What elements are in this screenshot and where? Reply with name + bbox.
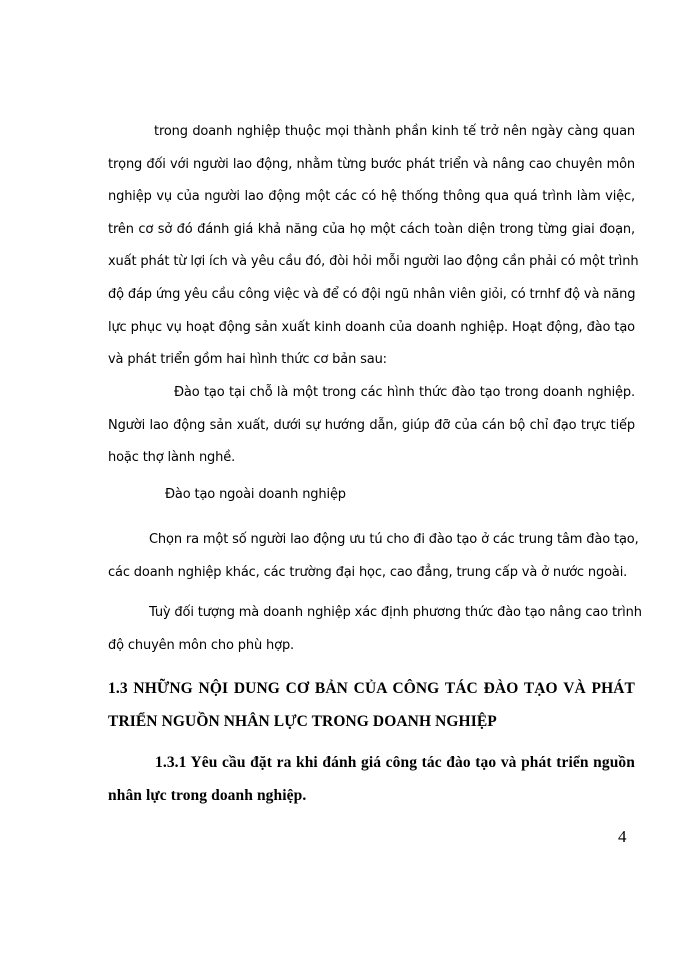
paragraph-on-site-training [108,377,635,475]
heading-line: TRIỂN NGUỒN NHÂN LỰC TRONG DOANH NGHIỆP [108,712,497,730]
heading-line: nhân lực trong doanh nghiệp. [108,786,307,804]
text-line: Người lao động sản xuất, dưới sự hướng dẫn, giúp đỡ của cán bộ chỉ đạo trực tiếp [108,417,635,433]
text-line: độ đáp ứng yêu cầu công việc và để có đội ngũ nhân viên giỏi, có trnhf độ và năng [108,286,636,302]
paragraph-select-employees [108,524,639,589]
text-line: Đào tạo ngoài doanh nghiệp [165,487,346,502]
text-line: hoặc thợ lành nghề. [108,450,236,466]
text-line: và phát triển gồm hai hình thức cơ bản sau: [108,352,387,368]
page-number: 4 [618,827,627,846]
text-line: Chọn ra một số người lao động ưu tú cho đi đào tạo ở các trung tâm đào tạo, [149,532,639,547]
text-line: Tuỳ đối tượng mà doanh nghiệp xác định phương thức đào tạo nâng cao trình [149,605,642,620]
text-line: trong doanh nghiệp thuộc mọi thành phần kinh tế trở nên ngày càng quan [154,124,635,139]
text-line: xuất phát từ lợi ích và yêu cầu đó, đòi hỏi mỗi người lao động cần phải có một trình [108,254,639,270]
subsection-heading-1-3-1 [108,747,635,812]
paragraph-body-intro [108,116,639,377]
text-line: Đào tạo tại chỗ là một trong các hình thức đào tạo trong doanh nghiệp. [174,385,635,400]
section-heading-1-3 [108,673,635,738]
text-line: các doanh nghiệp khác, các trường đại học, cao đẳng, trung cấp và ở nước ngoài. [108,564,628,580]
heading-line: 1.3 NHỮNG NỘI DUNG CƠ BẢN CỦA CÔNG TÁC ĐÀO TẠO VÀ PHÁT [108,680,635,697]
paragraph-training-method [108,597,642,662]
heading-line: 1.3.1 Yêu cầu đặt ra khi đánh giá công tác đào tạo và phát triển nguồn [155,754,635,771]
text-line: nghiệp vụ của người lao động một các có hệ thống thông qua quá trình làm việc, [108,189,635,205]
text-line: độ chuyên môn cho phù hợp. [108,637,295,653]
text-line: trên cơ sở đó đánh giá khả năng của họ một cách toàn diện trong từng giai đoạn, [108,221,635,237]
text-line: trọng đối với người lao động, nhằm từng bước phát triển và nâng cao chuyên môn [108,156,635,172]
paragraph-off-site-training [108,479,635,512]
text-line: lực phục vụ hoạt động sản xuất kinh doanh của doanh nghiệp. Hoạt động, đào tạo [108,319,635,335]
